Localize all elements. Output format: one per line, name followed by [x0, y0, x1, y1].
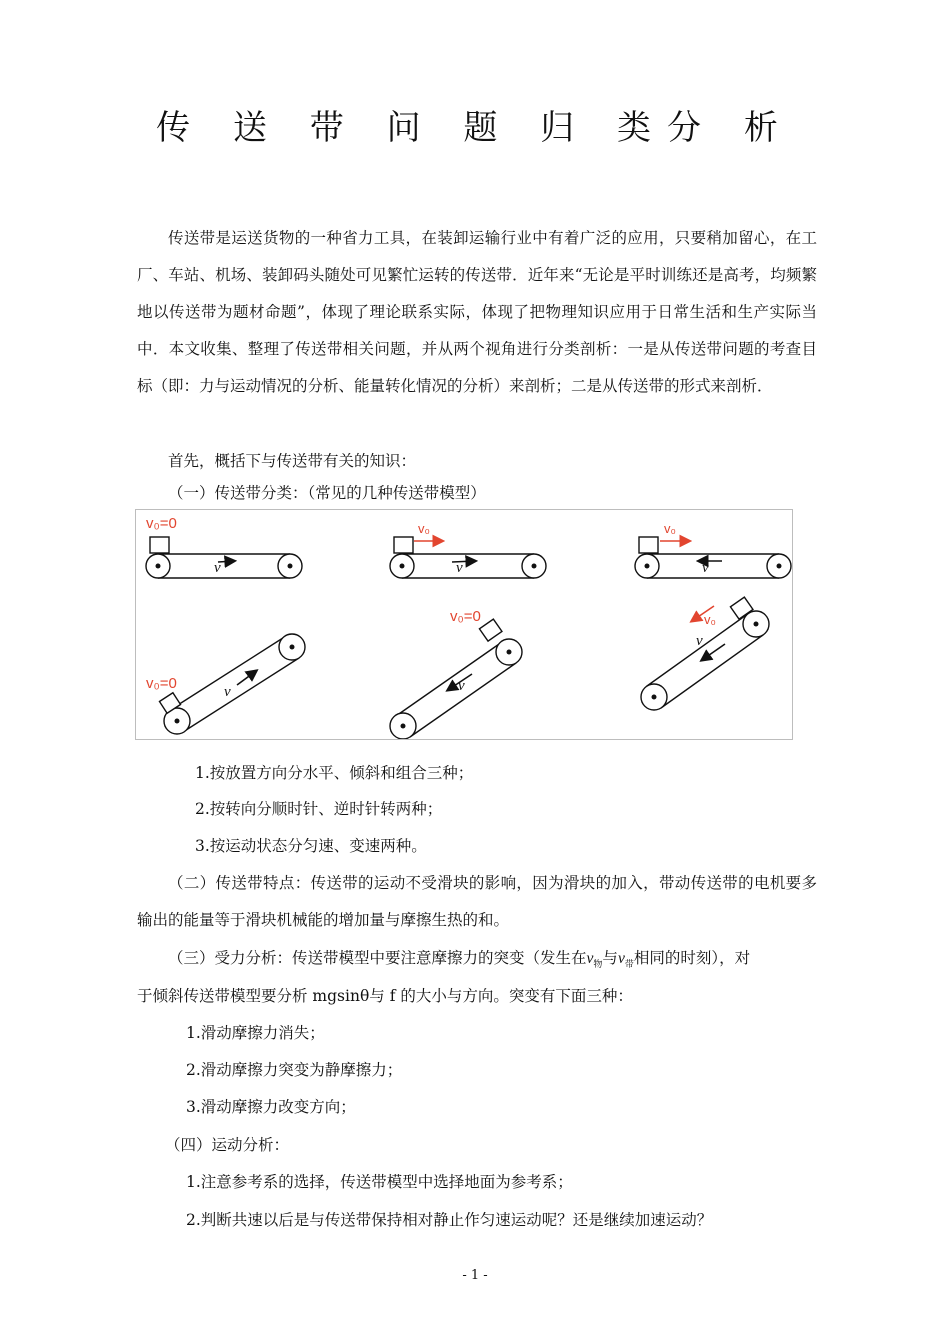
section1-heading: （一）传送带分类：（常见的几种传送带模型） — [168, 484, 486, 502]
section4-heading: （四）运动分析： — [165, 1136, 290, 1154]
v-label: v — [458, 678, 465, 694]
v0-zero-label: v₀=0 — [146, 675, 177, 692]
section3-line-2: 于倾斜传送带模型要分析 mgsinθ与 f 的大小与方向。突变有下面三种： — [137, 987, 633, 1005]
v0-label: v₀ — [704, 612, 716, 627]
v-label: v — [214, 560, 221, 576]
inclined-belt-2 — [390, 608, 522, 739]
section3-text-b: 相同的时刻），对 — [633, 949, 751, 967]
section2-paragraph: （二）传送带特点：传送带的运动不受滑块的影响，因为滑块的加入，带动传送带的电机要多输出的能量等于滑块机械能的增加量与摩擦生热的和。 — [137, 874, 817, 929]
inclined-belt-3 — [641, 597, 769, 710]
section3-line-1 — [168, 946, 750, 970]
horizontal-belt-2 — [390, 521, 546, 578]
v-symbol: v — [617, 950, 625, 967]
section1-item-2: 2.按转向分顺时针、逆时针转两种； — [195, 800, 443, 818]
section3-item-1: 1.滑动摩擦力消失； — [186, 1024, 325, 1042]
section1-item-1: 1.按放置方向分水平、倾斜和组合三种； — [195, 764, 474, 782]
v-label: v — [224, 684, 231, 700]
v-label: v — [456, 560, 463, 576]
v0-label: v₀ — [664, 521, 676, 536]
subscript-object: 物 — [593, 960, 603, 970]
conveyor-models-figure — [135, 509, 793, 740]
page-number: - 1 - — [462, 1268, 488, 1283]
horizontal-belt-1 — [146, 515, 302, 578]
section1-item-3: 3.按运动状态分匀速、变速两种。 — [195, 837, 427, 855]
v-label: v — [702, 560, 709, 576]
v-symbol: v — [586, 950, 594, 967]
summary-intro: 首先，概括下与传送带有关的知识： — [168, 452, 417, 470]
conveyor-diagram — [136, 510, 792, 739]
inclined-belt-1 — [146, 634, 305, 734]
section3-text-and: 与 — [602, 949, 618, 967]
v-label: v — [696, 633, 703, 649]
v0-zero-label: v₀=0 — [450, 608, 481, 625]
section3-item-2: 2.滑动摩擦力突变为静摩擦力； — [186, 1061, 403, 1079]
section3-text-a: （三）受力分析：传送带模型中要注意摩擦力的突变（发生在 — [168, 949, 587, 967]
intro-paragraph: 传送带是运送货物的一种省力工具，在装卸运输行业中有着广泛的应用，只要稍加留心，在工厂、车站、机场、装卸码头随处可见繁忙运转的传送带．近年来“无论是平时训练还是高考，均频繁地以传送带为题材命题”，体现了理论联系实际，体现了把物理知识应用于日常生活和生产实际当中．本文收集、整理了传送带相关问题，并从两个视角进行分类剖析：一是从传送带问题的考查目标（即：力与运动情况的分析、能量转化情况的分析）来剖析；二是从传送带的形式来剖析． — [137, 229, 817, 395]
section3-item-3: 3.滑动摩擦力改变方向； — [186, 1098, 356, 1116]
section4-item-1: 1.注意参考系的选择，传送带模型中选择地面为参考系； — [186, 1173, 573, 1191]
v0-label: v₀ — [418, 521, 430, 536]
subscript-belt: 带 — [624, 960, 634, 970]
document-title: 传 送 带 问 题 归 类分 析 — [156, 108, 794, 148]
horizontal-belt-3 — [635, 521, 791, 578]
section4-item-2: 2.判断共速以后是与传送带保持相对静止作匀速运动呢？还是继续加速运动？ — [186, 1211, 713, 1229]
v0-zero-label: v₀=0 — [146, 515, 177, 532]
